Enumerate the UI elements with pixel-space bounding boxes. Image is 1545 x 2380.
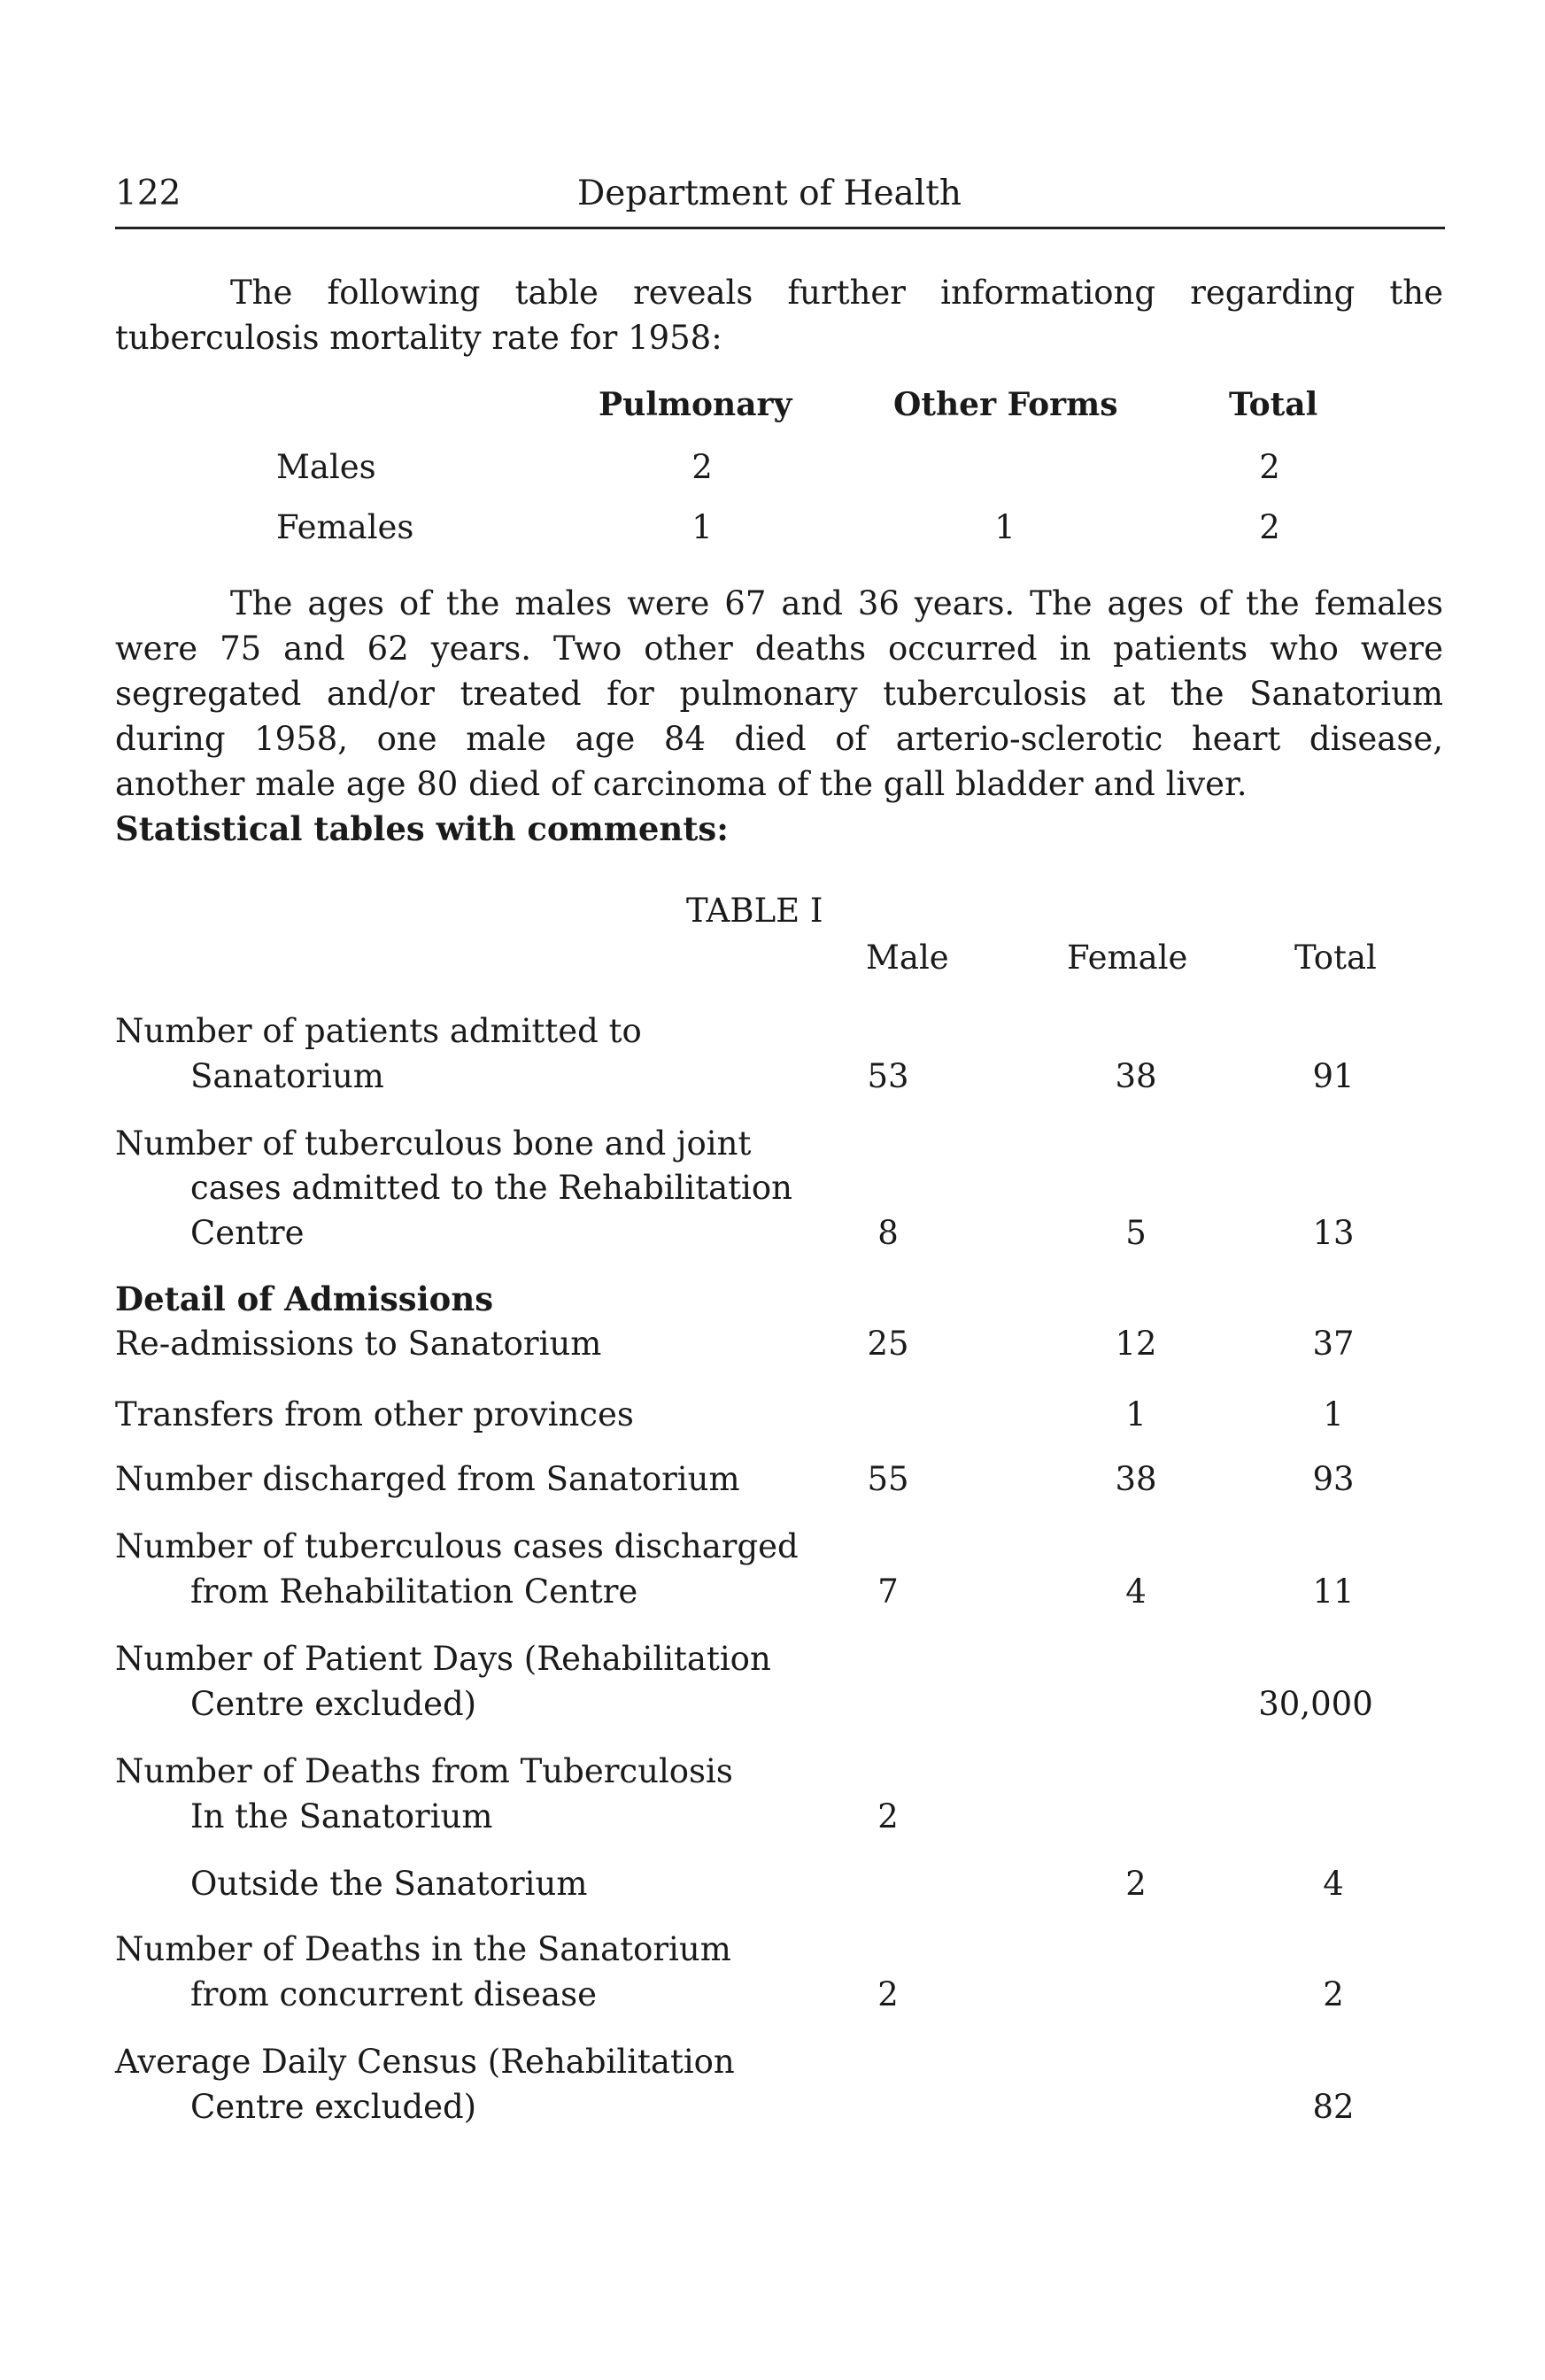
row-readmissions-total: 37 — [1312, 1325, 1355, 1363]
males-total: 2 — [1259, 448, 1280, 486]
paragraph-line-1: The ages of the males were 67 and 36 years. The ages of the females — [230, 584, 1443, 622]
row-rehab-discharged-female: 4 — [1125, 1572, 1147, 1611]
col-pulmonary: Pulmonary — [599, 386, 792, 423]
row-patient-days-total: 30,000 — [1258, 1685, 1373, 1723]
row2-label-3: Centre — [190, 1214, 305, 1252]
females-pulmonary: 1 — [691, 508, 713, 546]
intro-line-2: tuberculosis mortality rate for 1958: — [115, 319, 722, 357]
page-header-title: Department of Health — [577, 174, 962, 213]
row2-male: 8 — [877, 1214, 899, 1252]
row-tb-deaths-label-2: In the Sanatorium — [190, 1797, 493, 1835]
row2-label-1: Number of tuberculous bone and joint — [115, 1124, 752, 1163]
paragraph-line-4: during 1958, one male age 84 died of arterio-sclerotic heart disease, — [115, 720, 1443, 758]
row1-label-2: Sanatorium — [190, 1057, 384, 1095]
row1-female: 38 — [1115, 1057, 1157, 1095]
page-number: 122 — [115, 174, 182, 213]
col-female: Female — [1067, 939, 1188, 977]
paragraph-line-3: segregated and/or treated for pulmonary tuberculosis at the Sanatorium — [115, 675, 1443, 713]
females-total: 2 — [1259, 508, 1280, 546]
row-transfers-total: 1 — [1323, 1395, 1344, 1433]
row-tb-deaths-in-male: 2 — [877, 1797, 899, 1835]
row-tb-deaths-label-1: Number of Deaths from Tuberculosis — [115, 1752, 733, 1790]
row-concurrent-label-2: from concurrent disease — [190, 1975, 597, 2013]
females-other: 1 — [994, 508, 1016, 546]
body-paragraph — [115, 581, 1443, 852]
row-readmissions-label: Re-admissions to Sanatorium — [115, 1325, 602, 1363]
row-concurrent-total: 2 — [1323, 1975, 1344, 2013]
row1-male: 53 — [867, 1057, 909, 1095]
row-concurrent-male: 2 — [877, 1975, 899, 2013]
header-rule — [115, 227, 1445, 229]
col-total: Total — [1229, 386, 1318, 423]
row-census-total: 82 — [1312, 2088, 1355, 2126]
row-discharged-label: Number discharged from Sanatorium — [115, 1460, 740, 1498]
row-rehab-discharged-label-1: Number of tuberculous cases discharged — [115, 1527, 799, 1565]
row-rehab-discharged-male: 7 — [877, 1572, 899, 1611]
row-census-label-1: Average Daily Census (Rehabilitation — [115, 2043, 735, 2081]
row2-female: 5 — [1125, 1214, 1147, 1252]
row2-label-2: cases admitted to the Rehabilitation — [190, 1169, 792, 1207]
row1-total: 91 — [1312, 1057, 1355, 1095]
row-transfers-label: Transfers from other provinces — [115, 1395, 634, 1433]
row-transfers-female: 1 — [1125, 1395, 1147, 1433]
row-label-males: Males — [276, 448, 376, 486]
col-total-table1: Total — [1294, 939, 1377, 977]
row-tb-deaths-outside-female: 2 — [1125, 1865, 1147, 1903]
row-discharged-male: 55 — [867, 1460, 909, 1498]
row-patient-days-label-1: Number of Patient Days (Rehabilitation — [115, 1640, 771, 1678]
intro-line-1: The following table reveals further informationg regarding the — [230, 274, 1443, 312]
row-concurrent-label-1: Number of Deaths in the Sanatorium — [115, 1930, 731, 1968]
row-rehab-discharged-total: 11 — [1312, 1572, 1355, 1611]
row-tb-deaths-outside-label: Outside the Sanatorium — [190, 1865, 588, 1903]
statistical-tables-heading: Statistical tables with comments: — [115, 809, 729, 848]
table-title: TABLE I — [686, 892, 823, 930]
row-discharged-total: 93 — [1312, 1460, 1355, 1498]
row-patient-days-label-2: Centre excluded) — [190, 1685, 477, 1723]
row-readmissions-female: 12 — [1115, 1325, 1157, 1363]
detail-of-admissions-heading: Detail of Admissions — [115, 1279, 494, 1318]
row1-label-1: Number of patients admitted to — [115, 1012, 642, 1050]
row-readmissions-male: 25 — [867, 1325, 909, 1363]
row-rehab-discharged-label-2: from Rehabilitation Centre — [190, 1572, 638, 1611]
row2-total: 13 — [1312, 1214, 1355, 1252]
row-discharged-female: 38 — [1115, 1460, 1157, 1498]
paragraph-line-2: were 75 and 62 years. Two other deaths occurred in patients who were — [115, 630, 1443, 668]
paragraph-line-5: another male age 80 died of carcinoma of the gall bladder and liver. — [115, 765, 1248, 803]
intro-paragraph — [115, 270, 1443, 360]
row-label-females: Females — [276, 508, 414, 546]
col-male: Male — [866, 939, 949, 977]
males-pulmonary: 2 — [691, 448, 713, 486]
row-census-label-2: Centre excluded) — [190, 2088, 477, 2126]
row-tb-deaths-total: 4 — [1323, 1865, 1344, 1903]
col-other-forms: Other Forms — [893, 386, 1118, 423]
